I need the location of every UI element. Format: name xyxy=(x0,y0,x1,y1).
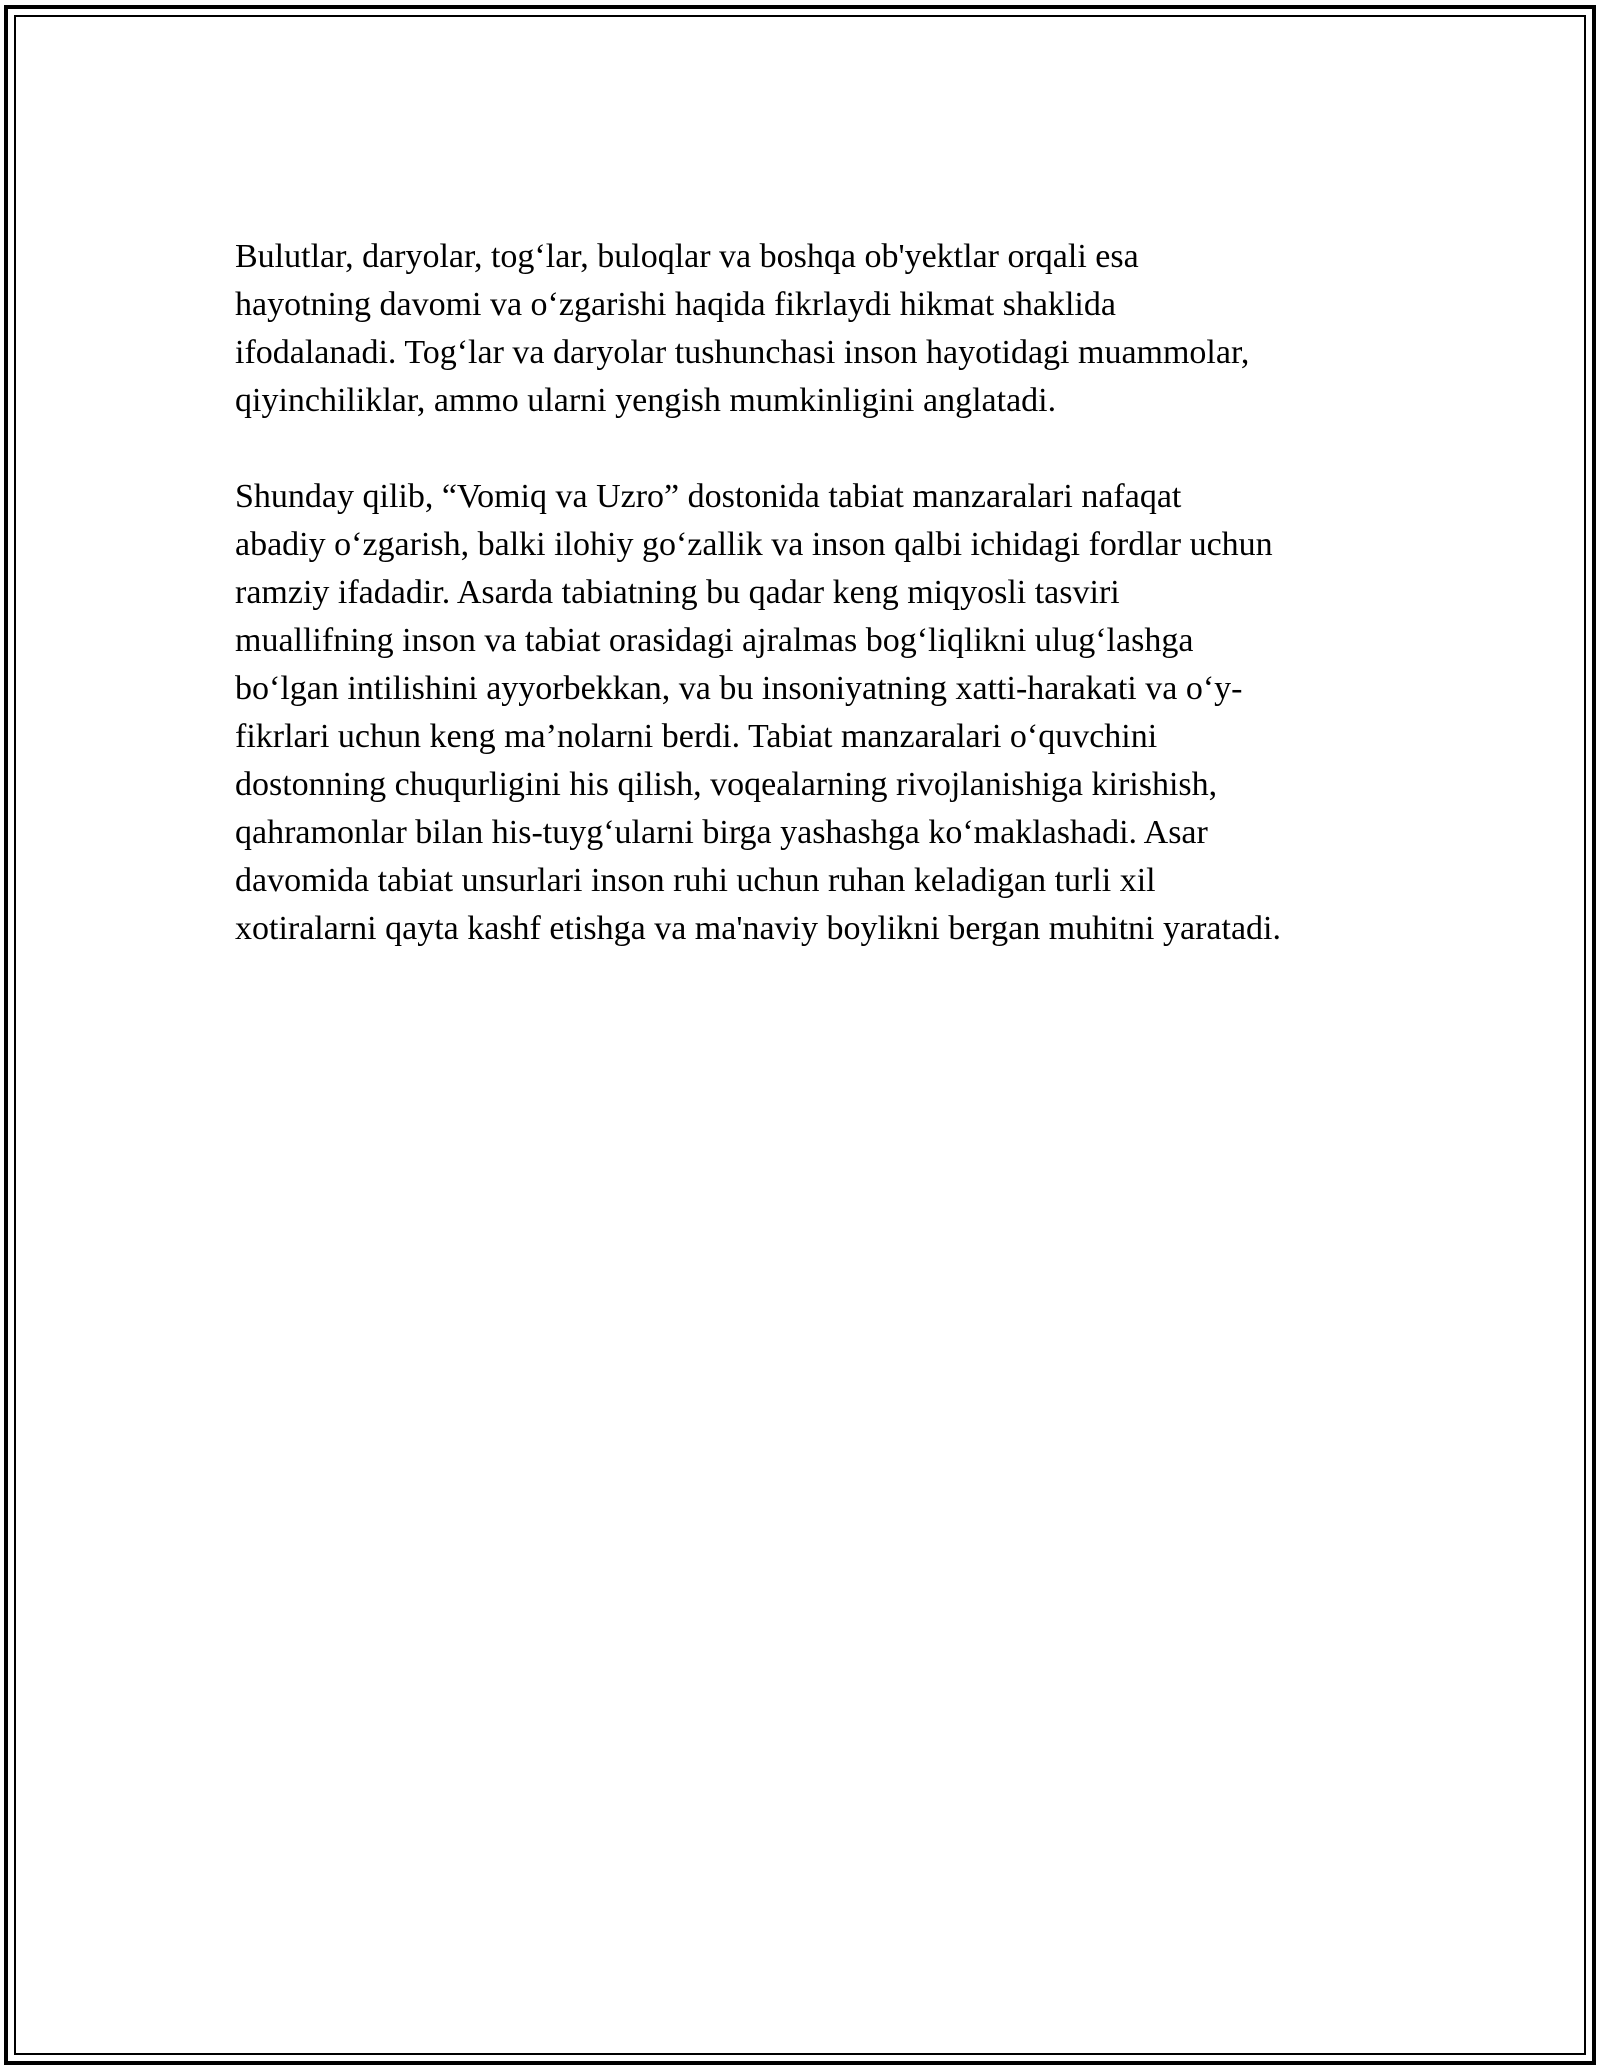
paragraph-line: dostonning chuqurligini his qilish, voqealarning rivojlanishiga kirishish, xyxy=(235,766,1218,803)
document-body xyxy=(235,233,1385,953)
paragraph-line: Shunday qilib, “Vomiq va Uzro” dostonida tabiat manzaralari nafaqat xyxy=(235,478,1182,515)
paragraph-line: muallifning inson va tabiat orasidagi ajralmas bog‘liqlikni ulug‘lashga xyxy=(235,622,1194,659)
paragraph-line: ifodalanadi. Tog‘lar va daryolar tushunchasi inson hayotidagi muammolar, xyxy=(235,334,1250,371)
paragraph-2 xyxy=(235,473,1385,953)
paragraph-line: davomida tabiat unsurlari inson ruhi uchun ruhan keladigan turli xil xyxy=(235,862,1156,899)
paragraph-line: qiyinchiliklar, ammo ularni yengish mumkinligini anglatadi. xyxy=(235,382,1057,419)
paragraph-line: Bulutlar, daryolar, tog‘lar, buloqlar va boshqa ob'yektlar orqali esa xyxy=(235,238,1139,275)
paragraph-line: bo‘lgan intilishini ayyorbekkan, va bu insoniyatning xatti-harakati va o‘y- xyxy=(235,670,1243,707)
paragraph-line: abadiy o‘zgarish, balki ilohiy go‘zallik va inson qalbi ichidagi fordlar uchun xyxy=(235,526,1273,563)
paragraph-line: hayotning davomi va o‘zgarishi haqida fikrlaydi hikmat shaklida xyxy=(235,286,1116,323)
paragraph-line: xotiralarni qayta kashf etishga va ma'naviy boylikni bergan muhitni yaratadi. xyxy=(235,910,1281,947)
paragraph-1 xyxy=(235,233,1385,425)
paragraph-line: fikrlari uchun keng ma’nolarni berdi. Tabiat manzaralari o‘quvchini xyxy=(235,718,1158,755)
paragraph-line: qahramonlar bilan his-tuyg‘ularni birga yashashga ko‘maklashadi. Asar xyxy=(235,814,1208,851)
paragraph-line: ramziy ifadadir. Asarda tabiatning bu qadar keng miqyosli tasviri xyxy=(235,574,1120,611)
